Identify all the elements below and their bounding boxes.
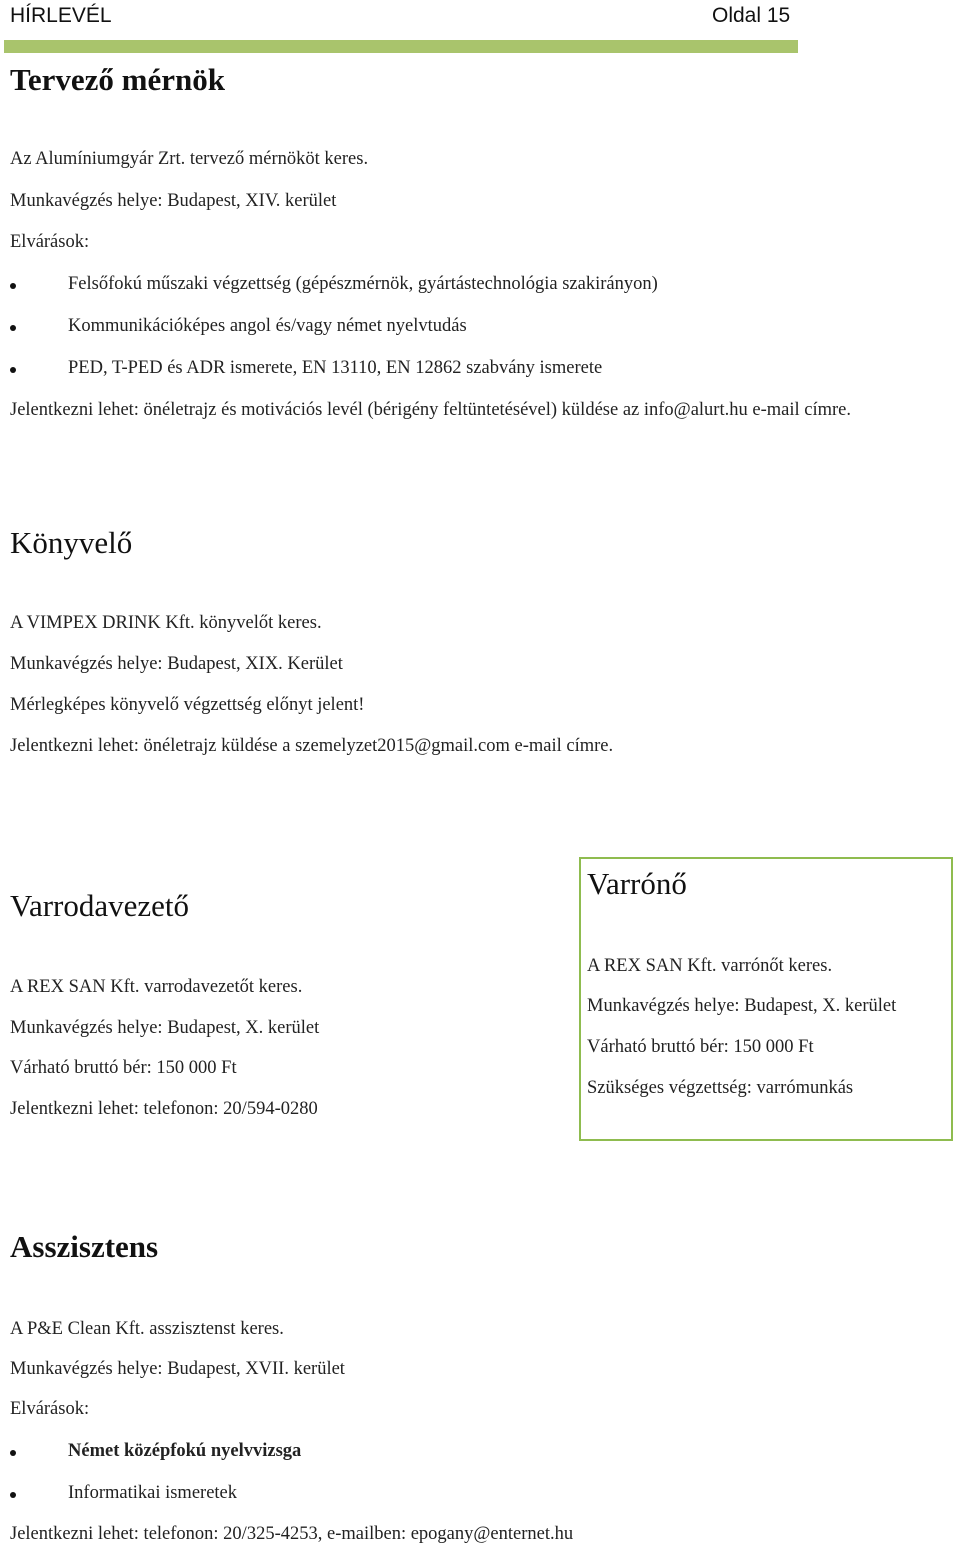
konyvelo-note: Mérlegképes könyvelő végzettség előnyt jelent!	[10, 695, 365, 715]
konyvelo-apply: Jelentkezni lehet: önéletrajz küldése a szemelyzet2015@gmail.com e-mail címre.	[10, 736, 614, 756]
bullet-icon	[10, 283, 16, 289]
section-title-konyvelo: Könyvelő	[10, 525, 133, 560]
asszisztens-req-2: Informatikai ismeretek	[68, 1483, 238, 1503]
tervezo-req-2: Kommunikációképes angol és/vagy német nyelvtudás	[68, 316, 467, 336]
page-number: Oldal 15	[712, 4, 791, 27]
asszisztens-apply: Jelentkezni lehet: telefonon: 20/325-4253, e-mailben: epogany@enternet.hu	[10, 1524, 574, 1544]
tervezo-location: Munkavégzés helye: Budapest, XIV. kerület	[10, 191, 337, 211]
bullet-icon	[10, 367, 16, 373]
bullet-icon	[10, 325, 16, 331]
section-title-varrodavezeto: Varrodavezető	[10, 888, 190, 923]
varrodavezeto-location: Munkavégzés helye: Budapest, X. kerület	[10, 1018, 320, 1038]
newsletter-label: HÍRLEVÉL	[10, 4, 112, 27]
section-title-asszisztens: Asszisztens	[10, 1229, 159, 1264]
varrono-company: A REX SAN Kft. varrónőt keres.	[587, 956, 833, 976]
header-divider	[4, 40, 798, 53]
bullet-icon	[10, 1492, 16, 1498]
varrono-qualification: Szükséges végzettség: varrómunkás	[587, 1078, 854, 1098]
tervezo-company: Az Alumíniumgyár Zrt. tervező mérnököt keres.	[10, 149, 369, 169]
asszisztens-location: Munkavégzés helye: Budapest, XVII. kerület	[10, 1359, 345, 1379]
asszisztens-requirements-label: Elvárások:	[10, 1399, 90, 1419]
tervezo-req-1: Felsőfokú műszaki végzettség (gépészmérnök, gyártástechnológia szakirányon)	[68, 274, 658, 294]
section-title-varrono: Varrónő	[587, 866, 687, 901]
tervezo-requirements-label: Elvárások:	[10, 232, 90, 252]
varrono-location: Munkavégzés helye: Budapest, X. kerület	[587, 996, 897, 1016]
tervezo-req-3: PED, T-PED és ADR ismerete, EN 13110, EN 12862 szabvány ismerete	[68, 358, 603, 378]
bullet-icon	[10, 1450, 16, 1456]
asszisztens-req-1: Német középfokú nyelvvizsga	[68, 1441, 302, 1461]
varrodavezeto-company: A REX SAN Kft. varrodavezetőt keres.	[10, 977, 303, 997]
konyvelo-company: A VIMPEX DRINK Kft. könyvelőt keres.	[10, 613, 322, 633]
asszisztens-company: A P&E Clean Kft. asszisztenst keres.	[10, 1319, 284, 1339]
varrono-salary: Várható bruttó bér: 150 000 Ft	[587, 1037, 814, 1057]
konyvelo-location: Munkavégzés helye: Budapest, XIX. Kerület	[10, 654, 343, 674]
section-title-tervezo: Tervező mérnök	[10, 62, 225, 97]
varrodavezeto-apply: Jelentkezni lehet: telefonon: 20/594-0280	[10, 1099, 318, 1119]
tervezo-apply: Jelentkezni lehet: önéletrajz és motivációs levél (bérigény feltüntetésével) küldése az info@alurt.hu e-mail címre.	[10, 400, 851, 420]
varrodavezeto-salary: Várható bruttó bér: 150 000 Ft	[10, 1058, 237, 1078]
